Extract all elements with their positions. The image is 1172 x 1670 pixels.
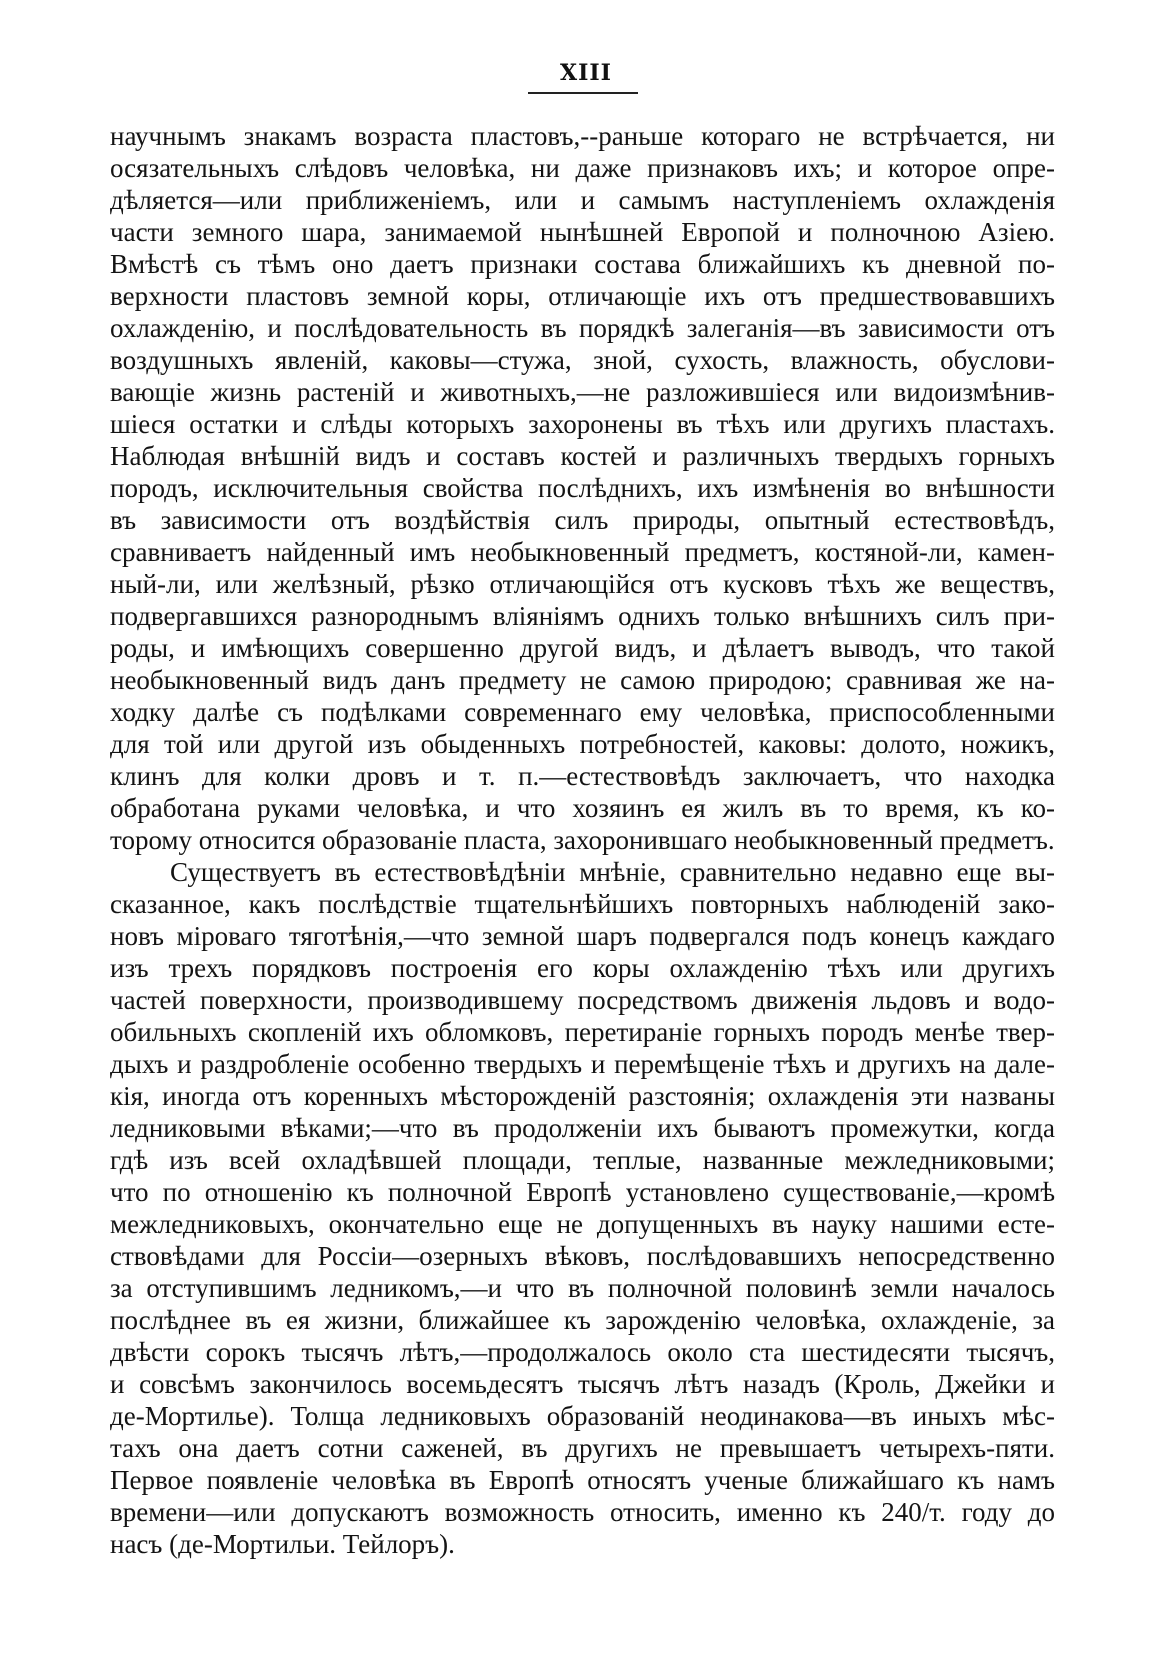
text-line: клинъ для колки дровъ и т. п.—естествовѣдъ заключаетъ, что находка: [110, 761, 1055, 791]
paragraph-2: [110, 856, 1055, 1560]
text-line: де-Мортилье). Толща ледниковыхъ образованій неодинакова—въ иныхъ мѣс-: [110, 1401, 1055, 1431]
text-line: породъ, исключительныя свойства послѣднихъ, ихъ измѣненія во внѣшности: [110, 473, 1055, 503]
header-rule: [528, 92, 638, 94]
text-line: роды, и имѣющихъ совершенно другой видъ, и дѣлаетъ выводъ, что такой: [110, 633, 1055, 663]
text-line: насъ (де-Мортильи. Тейлоръ).: [110, 1529, 455, 1559]
text-line: ходку далѣе съ подѣлками современнаго ему человѣка, приспособленными: [110, 697, 1055, 727]
text-line: Наблюдая внѣшній видъ и составъ костей и различныхъ твердыхъ горныхъ: [110, 441, 1055, 471]
text-line: ный-ли, или желѣзный, рѣзко отличающійся отъ кусковъ тѣхъ же веществъ,: [110, 569, 1055, 599]
text-line: обработана руками человѣка, и что хозяинъ ея жилъ въ то время, къ ко-: [110, 793, 1055, 823]
text-line: въ зависимости отъ воздѣйствія силъ природы, опытный естествовѣдъ,: [110, 505, 1055, 535]
text-line: необыкновенный видъ данъ предмету не самою природою; сравнивая же на-: [110, 665, 1055, 695]
text-line: ледниковыми вѣками;—что въ продолженіи ихъ бываютъ промежутки, когда: [110, 1113, 1055, 1143]
text-line: что по отношенію къ полночной Европѣ установлено существованіе,—кромѣ: [110, 1177, 1055, 1207]
text-line: изъ трехъ порядковъ построенія его коры охлажденію тѣхъ или другихъ: [110, 953, 1055, 983]
text-line: верхности пластовъ земной коры, отличающіе ихъ отъ предшествовавшихъ: [110, 281, 1055, 311]
text-line: гдѣ изъ всей охладѣвшей площади, теплые, названные межледниковыми;: [110, 1145, 1055, 1175]
text-line: для той или другой изъ обыденныхъ потребностей, каковы: долото, ножикъ,: [110, 729, 1055, 759]
text-line: новъ міроваго тяготѣнія,—что земной шаръ подвергался подъ конецъ каждаго: [110, 921, 1055, 951]
paragraph-1: [110, 120, 1055, 856]
text-line: части земного шара, занимаемой нынѣшней Европой и полночною Азіею.: [110, 217, 1055, 247]
text-line: подвергавшихся разнороднымъ вліяніямъ однихъ только внѣшнихъ силъ при-: [110, 601, 1055, 631]
body-text: [110, 120, 1055, 1560]
text-line: кія, иногда отъ коренныхъ мѣсторожденій разстоянія; охлажденія эти названы: [110, 1081, 1055, 1111]
text-line: за отступившимъ ледникомъ,—и что въ полночной половинѣ земли началось: [110, 1273, 1055, 1303]
text-line: и совсѣмъ закончилось восемьдесятъ тысячъ лѣтъ назадъ (Кроль, Джейки и: [110, 1369, 1055, 1399]
text-line: вающіе жизнь растеній и животныхъ,—не разложившіеся или видоизмѣнив-: [110, 377, 1055, 407]
text-line: времени—или допускаютъ возможность относить, именно къ 240/т. году до: [110, 1497, 1055, 1527]
text-line: ствовѣдами для Россіи—озерныхъ вѣковъ, послѣдовавшихъ непосредственно: [110, 1241, 1055, 1271]
text-line: послѣднее въ ея жизни, ближайшее къ зарожденію человѣка, охлажденіе, за: [110, 1305, 1055, 1335]
text-line: дыхъ и раздробленіе особенно твердыхъ и перемѣщеніе тѣхъ и другихъ на далe-: [110, 1049, 1055, 1079]
text-line: сравниваетъ найденный имъ необыкновенный предметъ, костяной-ли, камен-: [110, 537, 1055, 567]
text-line: дѣляется—или приближеніемъ, или и самымъ наступленіемъ охлажденія: [110, 185, 1055, 215]
text-line: Существуетъ въ естествовѣдѣніи мнѣніе, сравнительно недавно еще вы-: [170, 857, 1055, 887]
text-line: научнымъ знакамъ возраста пластовъ,--раньше котораго не встрѣчается, ни: [110, 121, 1055, 151]
text-line: Вмѣстѣ съ тѣмъ оно даетъ признаки состава ближайшихъ къ дневной по-: [110, 249, 1055, 279]
text-line: межледниковыхъ, окончательно еще не допущенныхъ въ науку нашими есте-: [110, 1209, 1055, 1239]
text-line: двѣсти сорокъ тысячъ лѣтъ,—продолжалось около ста шестидесяти тысячъ,: [110, 1337, 1055, 1367]
text-line: частей поверхности, производившему посредствомъ движенія льдовъ и водо-: [110, 985, 1055, 1015]
text-line: осязательныхъ слѣдовъ человѣка, ни даже признаковъ ихъ; и которое опре-: [110, 153, 1055, 183]
page-number: XIII: [560, 60, 612, 86]
text-line: шіеся остатки и слѣды которыхъ захоронены въ тѣхъ или другихъ пластахъ.: [110, 409, 1055, 439]
text-line: Первое появленіе человѣка въ Европѣ относятъ ученые ближайшаго къ намъ: [110, 1465, 1055, 1495]
text-line: торому относится образованіе пласта, захоронившаго необыкновенный предметъ.: [110, 825, 1055, 855]
text-line: охлажденію, и послѣдовательность въ порядкѣ залеганія—въ зависимости отъ: [110, 313, 1055, 343]
text-line: сказанное, какъ послѣдствіе тщательнѣйшихъ повторныхъ наблюденій зако-: [110, 889, 1055, 919]
text-line: воздушныхъ явленій, каковы—стужа, зной, сухость, влажность, обуслови-: [110, 345, 1055, 375]
text-line: обильныхъ скопленій ихъ обломковъ, перетираніе горныхъ породъ менѣе твер-: [110, 1017, 1055, 1047]
text-line: тахъ она даетъ сотни саженей, въ другихъ не превышаетъ четырехъ-пяти.: [110, 1433, 1055, 1463]
